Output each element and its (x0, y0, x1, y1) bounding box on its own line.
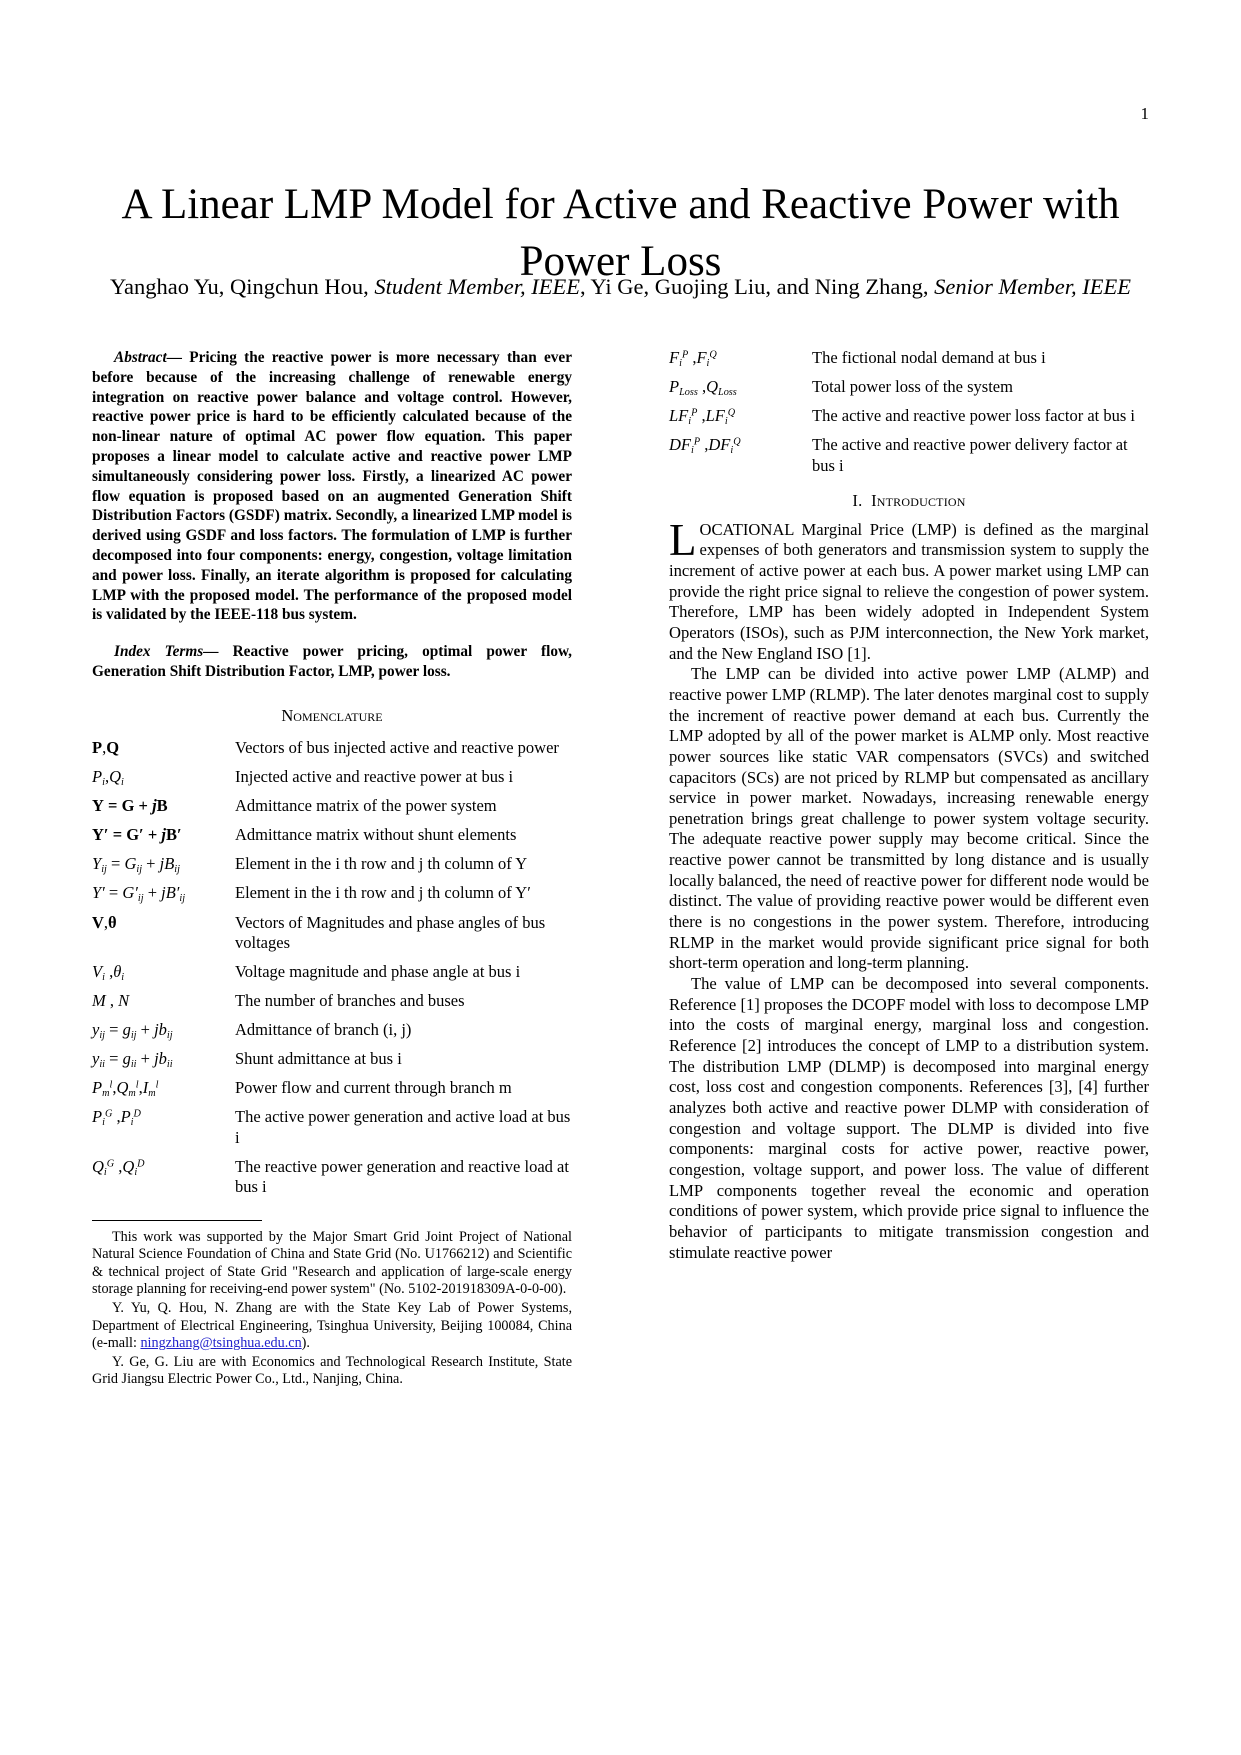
nomenclature-description: Total power loss of the system (812, 377, 1013, 397)
right-column (669, 348, 1149, 1263)
footnote-affiliation-1-text: Y. Yu, Q. Hou, N. Zhang are with the State Key Lab of Power Systems, Department of Electrical Engineering, Tsinghua University, Beijing 100084, China (e-mall: (92, 1300, 572, 1352)
nomenclature-row (92, 962, 572, 991)
nomenclature-row (92, 825, 572, 854)
footnote-divider (92, 1220, 262, 1221)
nomenclature-symbol: $P_i,Q_i$ (92, 766, 124, 788)
nomenclature-description: The fictional nodal demand at bus i (812, 348, 1046, 367)
nomenclature-symbol: $V_i$ $,\theta_i$ (92, 961, 125, 983)
nomenclature-description: Vectors of bus injected active and reactive power (235, 737, 559, 757)
nomenclature-symbol: $Y' = G'_{ij} + jB'_{ij}$ (92, 883, 186, 905)
nomenclature-symbol: $DF_i^P$ $,DF_i^Q$ (669, 435, 741, 457)
introduction-heading-number: I. (852, 490, 863, 510)
nomenclature-symbol: $y_{ij} = g_{ij} + jb_{ij}$ (92, 1020, 173, 1041)
nomenclature-symbol: P,Q (92, 737, 120, 757)
nomenclature-description: Shunt admittance at bus i (235, 1049, 402, 1069)
introduction-paragraph-1 (669, 514, 1149, 665)
nomenclature-symbol: $P_m^l,Q_m^l,I_m^l$ (92, 1078, 159, 1100)
footnote-affiliation-1 (92, 1300, 572, 1353)
nomenclature-row (92, 738, 572, 767)
left-column (92, 348, 572, 1390)
author-line (92, 274, 1149, 300)
page-title: A Linear LMP Model for Active and Reactive Power with Power Loss (121, 180, 1120, 285)
nomenclature-row (669, 406, 1149, 435)
nomenclature-description: The active and reactive power delivery factor at bus i (812, 435, 1128, 475)
author-membership-1: Student Member, IEEE (374, 274, 580, 299)
index-terms-paragraph (92, 642, 572, 682)
nomenclature-row (92, 1078, 572, 1107)
introduction-paragraph-1-text: OCATIONAL Marginal Price (LMP) is defined as the marginal expenses of both generators and transmission system to supply the increment of active power at each bus. A power market using LMP can provide the right price signal to relieve the congestion of power system. Therefore, LMP has been widely adopted in Independent System Operators (ISOs), such as PJM interconnection, the New York market, and the New England ISO [1]. (669, 519, 1149, 663)
abstract-label: Abstract— (114, 349, 182, 366)
index-terms-text: Reactive power pricing, optimal power flow, Generation Shift Distribution Factor, LMP, power loss. (92, 643, 572, 680)
nomenclature-symbol: V,θ (92, 912, 117, 932)
nomenclature-symbol: $Q_i^G$ $,Q_i^D$ (92, 1156, 145, 1178)
nomenclature-symbol: Y = G + jB (92, 796, 168, 815)
author-names-1: Yanghao Yu, Qingchun Hou, (110, 274, 375, 299)
nomenclature-symbol: $P_i^G$ $,P_i^D$ (92, 1107, 141, 1129)
nomenclature-symbol: Y′ = G′ + jB′ (92, 825, 182, 845)
drop-cap-letter: L (669, 514, 697, 565)
nomenclature-description: Voltage magnitude and phase angle at bus i (235, 961, 521, 981)
nomenclature-description: The number of branches and buses (235, 990, 465, 1010)
nomenclature-symbol: $Y_{ij} = G_{ij} + jB_{ij}$ (92, 854, 180, 876)
nomenclature-description: The active and reactive power loss factor at bus i (812, 406, 1135, 426)
nomenclature-description: Power flow and current through branch m (235, 1078, 512, 1098)
abstract-text: Pricing the reactive power is more necessary than ever before because of the increasing challenge of renewable energy integration on reactive power balance and voltage control. However, reactive power price is hard to be efficiently calculated because of the non-linear nature of optimal AC power flow equation. This paper proposes a linear model to calculate active and reactive power LMP simultaneously considering power loss. Firstly, a linearized AC power flow equation is proposed based on an augmented Generation Shift Distribution Factors (GSDF) matrix. Secondly, a linearized LMP model is derived using GSDF and loss factors. The formulation of LMP is further decomposed into four components: energy, congestion, voltage limitation and power loss. Finally, an iterate algorithm is proposed for calculating LMP with the proposed model. The performance of the proposed model is validated by the IEEE-118 bus system. (92, 349, 572, 624)
author-membership-2: Senior Member, IEEE (934, 274, 1131, 299)
footnote-affiliation-1-tail: ). (301, 1335, 310, 1352)
nomenclature-table-left (92, 738, 572, 1206)
nomenclature-row (92, 913, 572, 962)
nomenclature-row (92, 883, 572, 912)
nomenclature-row (669, 435, 1149, 484)
nomenclature-symbol: $F_i^P$ $,F_i^Q$ (669, 348, 717, 369)
nomenclature-symbol: $P_{Loss}$ $,Q_{Loss}$ (669, 377, 737, 398)
nomenclature-row (92, 991, 572, 1020)
nomenclature-row (92, 767, 572, 796)
introduction-heading-label: Introduction (871, 490, 966, 510)
abstract-paragraph (92, 348, 572, 625)
nomenclature-row (669, 348, 1149, 377)
nomenclature-description: Vectors of Magnitudes and phase angles of bus voltages (235, 912, 546, 952)
nomenclature-description: Admittance of branch (i, j) (235, 1020, 412, 1039)
nomenclature-symbol: $LF_i^P$ $,LF_i^Q$ (669, 406, 736, 428)
nomenclature-description: Injected active and reactive power at bus i (235, 766, 514, 786)
nomenclature-row (92, 1049, 572, 1078)
introduction-paragraph-2: The LMP can be divided into active power LMP (ALMP) and reactive power LMP (RLMP). The later denotes marginal cost to supply the increment of reactive power demand at each bus. Currently the LMP adopted by all of the power market is ALMP only. Most reactive power sources like static VAR compensators (SVCs) and switched capacitors (SCs) are not priced by RLMP but compensated as ancillary service in power market. Nowadays, increasing renewable energy penetration brings great challenge to power system voltage security. The adequate reactive power supply may become critical. Since the reactive power cannot be transmitted by long distance and is usually locally balanced, the need of reactive power for different node would be distinct. The value of providing reactive power would be different even there is no congestions in the power system. Therefore, introducing RLMP in the market would provide significant price signal for both short-term operation and long-term planning. (669, 664, 1149, 973)
nomenclature-row (92, 1020, 572, 1049)
footnote-funding: This work was supported by the Major Smart Grid Joint Project of National Natural Science Foundation of China and State Grid (No. U1766212) and Scientific & technical project of State Grid "Research and application of large-scale energy storage planning for receiving-end power system" (No. 5102-201918309A-0-0-00). (92, 1228, 572, 1298)
author-names-2: , Yi Ge, Guojing Liu, and Ning Zhang, (580, 274, 935, 299)
nomenclature-description: Admittance matrix without shunt elements (235, 825, 517, 845)
nomenclature-row (669, 377, 1149, 406)
nomenclature-description: Admittance matrix of the power system (235, 796, 497, 815)
nomenclature-row (92, 1107, 572, 1156)
introduction-heading (669, 491, 1149, 511)
nomenclature-row (92, 854, 572, 883)
nomenclature-heading: Nomenclature (281, 705, 383, 725)
nomenclature-row (92, 796, 572, 825)
page-number: 1 (1140, 104, 1149, 123)
nomenclature-description: The active power generation and active load at bus i (235, 1107, 571, 1147)
nomenclature-symbol: $y_{ii} = g_{ii} + jb_{ii}$ (92, 1049, 173, 1070)
nomenclature-description: The reactive power generation and reactive load at bus i (235, 1156, 569, 1196)
introduction-paragraph-3: The value of LMP can be decomposed into several components. Reference [1] proposes the DCOPF model with loss to decompose LMP into the costs of marginal energy, marginal loss and congestion. Reference [2] introduces the concept of LMP to a distribution system. The distribution LMP (DLMP) is decomposed into marginal energy cost, loss cost and congestion components. References [3], [4] further analyzes both active and reactive power DLMP with consideration of congestion and voltage support. The DLMP is divided into five components: marginal costs for active power, reactive power, congestion, voltage support, and power loss. The value of different LMP components together reveal the economic and operation conditions of power system, which provide price signal to influence the behavior of participants to mitigate transmission congestion and stimulate reactive power (669, 974, 1149, 1262)
footnote-affiliation-2: Y. Ge, G. Liu are with Economics and Technological Research Institute, State Grid Jiangsu Electric Power Co., Ltd., Nanjing, China. (92, 1353, 572, 1388)
nomenclature-description: Element in the i th row and j th column of Y (235, 854, 528, 874)
nomenclature-row (92, 1157, 572, 1206)
nomenclature-table-right (669, 348, 1149, 485)
nomenclature-description: Element in the i th row and j th column of Y′ (235, 883, 531, 903)
nomenclature-symbol: M , N (92, 990, 130, 1010)
index-terms-label: Index Terms— (114, 643, 219, 661)
two-column-body (92, 348, 1149, 1688)
email-link[interactable]: ningzhang@tsinghua.edu.cn (140, 1335, 302, 1352)
